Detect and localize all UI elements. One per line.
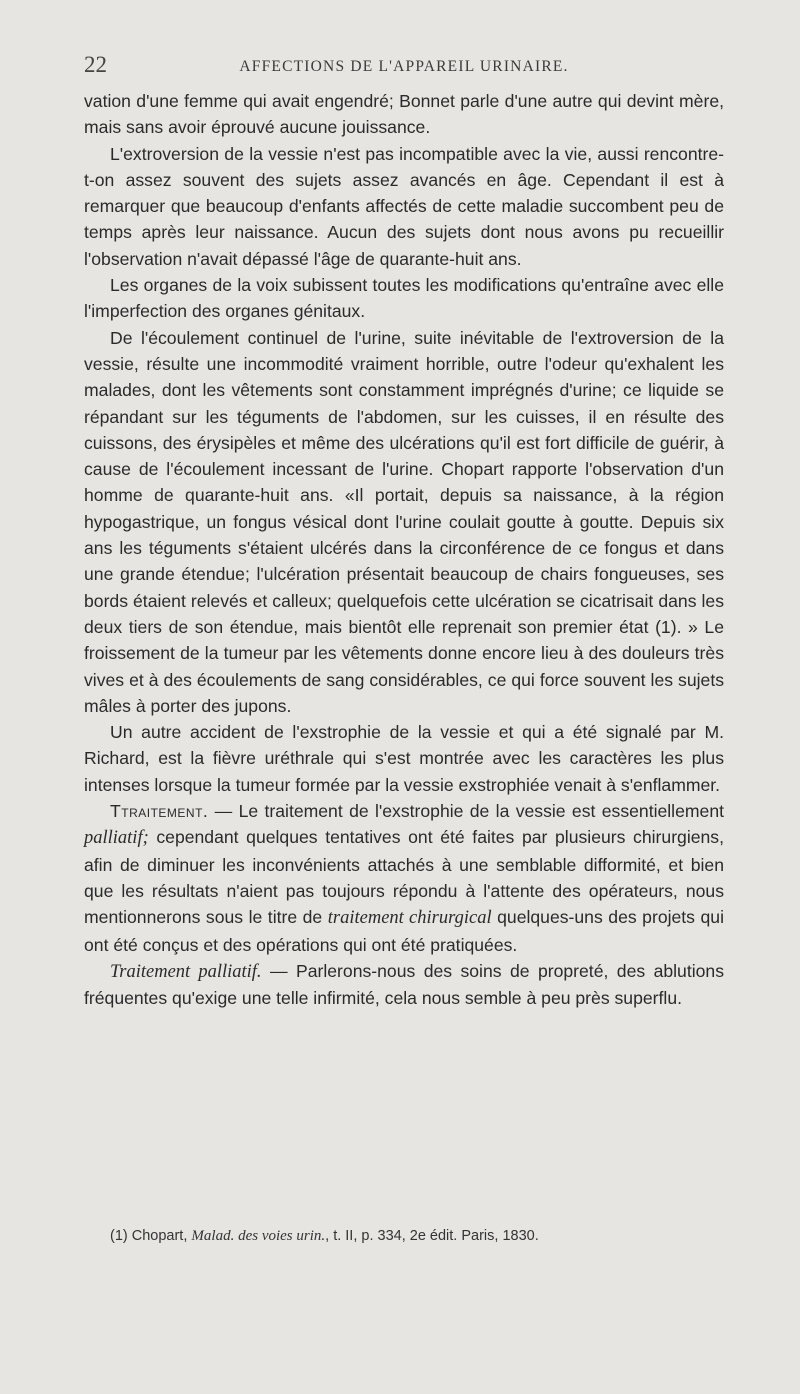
paragraph-traitement bbox=[84, 798, 724, 958]
paragraph: L'extroversion de la vessie n'est pas incompatible avec la vie, aussi rencontre-t-on assez souvent des sujets assez avancés en âge. Cependant il est à remarquer que beaucoup d'enfants affectés de cette maladie succombent peu de temps après leur naissance. Aucun des sujets dont nous avons pu recueillir l'observation n'avait dépassé l'âge de quarante-huit ans. bbox=[84, 143, 724, 269]
body-text bbox=[84, 88, 724, 1011]
footnote-suffix: , t. II, p. 334, 2e édit. Paris, 1830. bbox=[325, 1228, 539, 1244]
footnote bbox=[110, 1226, 724, 1246]
paragraph: vation d'une femme qui avait engendré; Bonnet parle d'une autre qui devint mère, mais sans avoir éprouvé aucune jouissance. bbox=[84, 91, 724, 138]
section-heading: Ttraitement. bbox=[110, 801, 209, 822]
running-title: AFFECTIONS DE L'APPAREIL URINAIRE. bbox=[239, 58, 569, 75]
emphasis: palliatif; bbox=[84, 828, 149, 849]
footnote-prefix: (1) Chopart, bbox=[110, 1228, 192, 1244]
page-number: 22 bbox=[84, 52, 107, 77]
paragraph-palliatif bbox=[84, 958, 724, 1012]
text-run: — Le traitement de l'exstrophie de la vessie est essentiellement bbox=[208, 801, 724, 822]
text-run: quelques-uns des projets qui ont été conçus et des opérations qui ont été pratiquées. bbox=[84, 907, 724, 955]
text-run: cependant quelques tentatives ont été faites par plusieurs chirurgiens, afin de diminuer les inconvénients attachés à une semblable difformité, et bien que les résultats n'aient pas toujours répondu à l'attente des opérateurs, nous mentionnerons sous le titre de bbox=[84, 827, 724, 928]
paragraph: De l'écoulement continuel de l'urine, suite inévitable de l'extroversion de la vessie, résulte une incommodité vraiment horrible, outre l'odeur qu'exhalent les malades, dont les vêtements sont constamment imprégnés d'urine; ce liquide se répandant sur les téguments de l'abdomen, sur les cuisses, il en résulte des cuissons, des érysipèles et même des ulcérations qu'il est fort difficile de guérir, à cause de l'écoulement incessant de l'urine. Chopart rapporte l'observation d'un homme de quarante-huit ans. «Il portait, depuis sa naissance, à la région hypogastrique, un fongus vésical dont l'urine coulait goutte à goutte. Depuis six ans les téguments s'étaient ulcérés dans la circonférence de ce fongus et dans une grande étendue; l'ulcération présentait beaucoup de chairs fongueuses, ses bords étaient relevés et calleux; quelquefois cette ulcération se cicatrisait dans les deux tiers de son étendue, mais bientôt elle reprenait son premier état (1). » Le froissement de la tumeur par les vêtements donne encore lieu à des douleurs très vives et à des écoulements de sang considérables, ce qui force souvent les sujets mâles à porter des jupons. bbox=[84, 327, 724, 716]
text-run: — Parlerons-nous des soins de propreté, des ablutions fréquentes qu'exige une telle infirmité, cela nous semble à peu près superflu. bbox=[84, 960, 724, 1009]
paragraph: Un autre accident de l'exstrophie de la vessie et qui a été signalé par M. Richard, est la fièvre uréthrale qui s'est montrée avec les caractères les plus intenses lorsque la tumeur formée par la vessie exstrophiée venait à s'enflammer. bbox=[84, 722, 724, 795]
section-heading: Traitement palliatif. bbox=[110, 961, 262, 982]
emphasis: traitement chirurgical bbox=[327, 908, 492, 929]
footnote-title: Malad. des voies urin. bbox=[191, 1228, 326, 1244]
page-header bbox=[84, 52, 724, 84]
paragraph: Les organes de la voix subissent toutes les modifications qu'entraîne avec elle l'imperfection des organes génitaux. bbox=[84, 275, 724, 322]
